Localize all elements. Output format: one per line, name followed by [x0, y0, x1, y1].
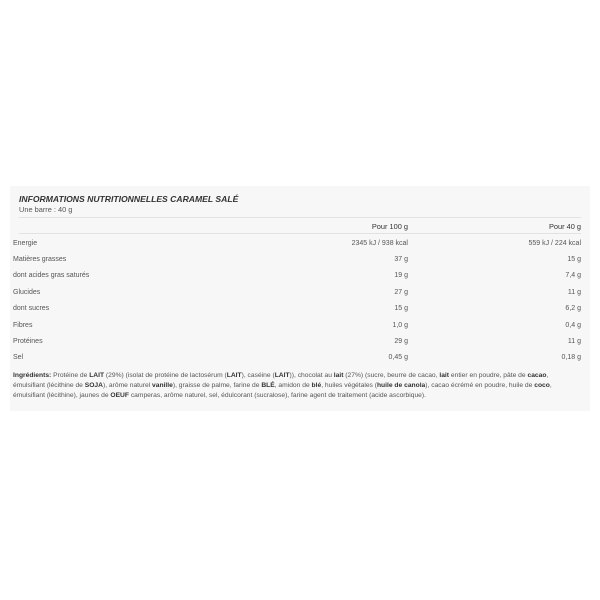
value-per-40g: 11 g	[567, 338, 581, 345]
ingredient-text: , amidon de	[274, 381, 312, 389]
columns-divider	[19, 233, 581, 234]
value-per-40g: 7,4 g	[565, 272, 581, 279]
ingredient-highlight: LAIT	[226, 372, 242, 379]
value-per-100g: 37 g	[394, 256, 408, 263]
ingredients-text	[13, 371, 579, 400]
ingredient-highlight: Ingrédients:	[13, 372, 52, 379]
value-per-100g: 29 g	[394, 338, 408, 345]
nutrition-row	[10, 240, 590, 254]
ingredient-highlight: vanille	[152, 381, 173, 389]
nutrient-label: Matières grasses	[13, 256, 67, 263]
nutrient-label: dont sucres	[13, 305, 50, 312]
value-per-100g: 15 g	[394, 305, 408, 312]
ingredient-highlight: BLÉ	[261, 381, 275, 389]
nutrition-row	[10, 272, 590, 286]
ingredient-highlight: blé	[311, 381, 322, 389]
value-per-40g: 15 g	[567, 256, 581, 263]
value-per-100g: 1,0 g	[392, 322, 408, 329]
ingredient-text: ), cacao écrémé en poudre, huile de	[425, 381, 535, 389]
header-divider	[19, 217, 581, 218]
ingredient-text: )), chocolat au	[289, 372, 334, 379]
nutrient-label: Energie	[13, 240, 38, 247]
value-per-40g: 11 g	[567, 289, 581, 296]
ingredient-highlight: LAIT	[274, 372, 290, 379]
ingredient-text: ), graisse de palme, farine de	[172, 381, 262, 389]
value-per-40g: 559 kJ / 224 kcal	[528, 240, 581, 247]
ingredient-highlight: OEUF	[110, 391, 129, 399]
portion-size: Une barre : 40 g	[19, 205, 73, 214]
ingredient-text: , émulsifiant (lécithine), jaunes de	[13, 381, 552, 399]
value-per-100g: 2345 kJ / 938 kcal	[351, 240, 408, 247]
value-per-40g: 0,18 g	[561, 354, 581, 361]
nutrition-row	[10, 289, 590, 303]
ingredient-text: camperas, arôme naturel, sel, édulcorant (sucralose), farine agent de traitement (acide ascorbique).	[128, 391, 426, 399]
ingredient-highlight: coco	[534, 381, 550, 389]
value-per-100g: 0,45 g	[388, 354, 408, 361]
nutrition-row	[10, 338, 590, 352]
nutrition-row	[10, 305, 590, 319]
ingredient-highlight: SOJA	[84, 381, 103, 389]
value-per-40g: 6,2 g	[565, 305, 581, 312]
ingredient-text: (29%) (isolat de protéine de lactosérum (	[104, 372, 227, 379]
nutrient-label: Glucides	[13, 289, 41, 296]
column-header-per-40g: Pour 40 g	[548, 222, 581, 231]
column-header-per-100g: Pour 100 g	[371, 222, 408, 231]
nutrient-label: Fibres	[13, 322, 33, 329]
ingredient-text: (27%) (sucre, beurre de cacao,	[343, 372, 440, 379]
ingredient-highlight: huile de canola	[376, 381, 426, 389]
nutrition-row	[10, 322, 590, 336]
value-per-100g: 19 g	[394, 272, 408, 279]
nutrient-label: Sel	[13, 354, 24, 361]
panel-title: INFORMATIONS NUTRITIONNELLES CARAMEL SALÉ	[19, 194, 239, 204]
ingredient-text: , émulsifiant (lécithine de	[13, 372, 549, 389]
ingredient-text: Protéine de	[51, 372, 90, 379]
nutrition-row	[10, 256, 590, 270]
nutrition-row	[10, 354, 590, 368]
value-per-100g: 27 g	[394, 289, 408, 296]
ingredient-highlight: lait	[439, 372, 450, 379]
ingredient-text: ), arôme naturel	[102, 381, 153, 389]
value-per-40g: 0,4 g	[565, 322, 581, 329]
nutrient-label: dont acides gras saturés	[13, 272, 90, 279]
ingredient-text: ), caséine (	[241, 372, 275, 379]
ingredient-highlight: LAIT	[89, 372, 105, 379]
nutrient-label: Protéines	[13, 338, 43, 345]
ingredient-highlight: cacao	[527, 372, 547, 379]
nutrition-panel	[10, 186, 590, 411]
ingredient-highlight: lait	[333, 372, 344, 379]
ingredient-text: entier en poudre, pâte de	[449, 372, 528, 379]
ingredient-text: , huiles végétales (	[321, 381, 377, 389]
